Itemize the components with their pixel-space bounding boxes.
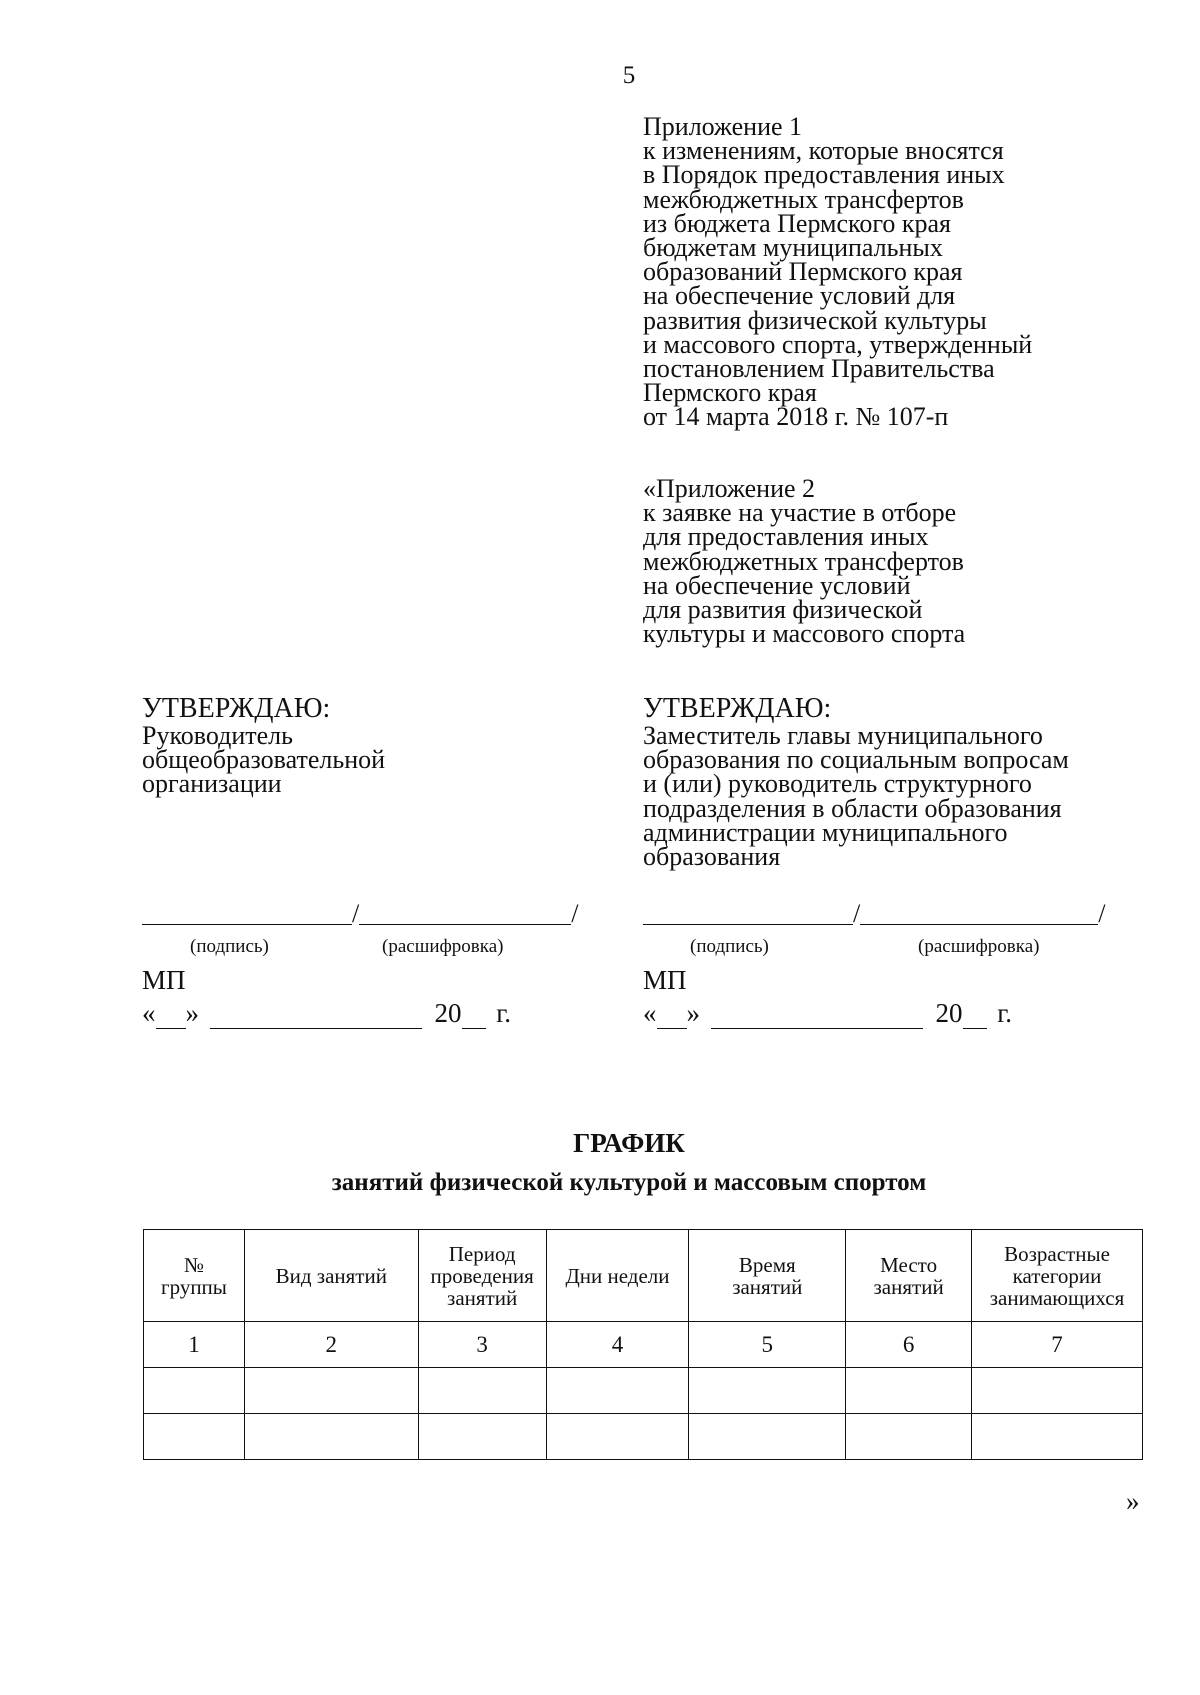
appendix-1-line: на обеспечение условий для [643,281,956,311]
approve-line: образования [643,842,781,872]
appendix-2-line: на обеспечение условий [643,570,911,600]
column-number: 6 [846,1322,972,1368]
appendix-1-line: из бюджета Пермского края [643,208,952,238]
date-open-quote: « [643,998,657,1028]
stamp-label: МП [142,965,186,995]
table-cell[interactable] [689,1414,846,1460]
day-field[interactable] [657,1004,687,1029]
month-field[interactable] [210,1004,422,1029]
appendix-1-line: Приложение 1 [643,112,803,141]
table-cell[interactable] [244,1414,418,1460]
date-open-quote: « [142,998,156,1028]
table-cell[interactable] [546,1368,689,1414]
appendix-1-header [643,112,1033,432]
year-field[interactable] [963,1004,987,1029]
appendix-1-line: бюджетам муниципальных [643,233,943,263]
table-header-row [144,1230,1143,1322]
table-cell[interactable] [418,1368,546,1414]
date-close-quote: » [686,998,700,1028]
appendix-2-line: межбюджетных трансфертов [643,546,964,576]
column-number: 4 [546,1322,689,1368]
table-cell[interactable] [546,1414,689,1460]
appendix-1-line: постановлением Правительства [643,354,995,384]
stamp-label: МП [643,965,687,995]
column-number: 7 [972,1322,1143,1368]
appendix-1-line: образований Пермского края [643,257,963,287]
year-suffix: г. [496,998,512,1028]
table-cell[interactable] [689,1368,846,1414]
date-row-left [142,998,511,1029]
signature-row-right [643,895,1106,928]
column-number-row [144,1322,1143,1368]
approve-heading: УТВЕРЖДАЮ: [643,693,832,724]
month-field[interactable] [711,1004,923,1029]
appendix-1-line: межбюджетных трансфертов [643,184,964,214]
column-number: 5 [689,1322,846,1368]
header-weekdays: Дни недели [546,1230,689,1322]
approve-line: и (или) руководитель структурного [643,769,1032,799]
signature-line[interactable] [643,902,853,925]
approve-block-left [142,695,385,797]
table-cell[interactable] [972,1414,1143,1460]
appendix-2-line: к заявке на участие в отборе [643,498,957,528]
table-cell[interactable] [244,1368,418,1414]
approve-line: администрации муниципального [643,817,1008,847]
appendix-1-line: к изменениям, которые вносятся [643,136,1004,166]
approve-line: подразделения в области образования [643,793,1062,823]
table-cell[interactable] [846,1368,972,1414]
year-prefix: 20 [935,998,963,1028]
table-row [144,1368,1143,1414]
header-activity-type: Вид занятий [244,1230,418,1322]
column-number: 1 [144,1322,245,1368]
table-cell[interactable] [846,1414,972,1460]
appendix-1-line: и массового спорта, утвержденный [643,329,1033,359]
schedule-table [143,1229,1143,1460]
table-cell[interactable] [144,1414,245,1460]
signature-caption: (подпись) [690,936,769,957]
closing-quote: » [1126,1486,1140,1516]
header-age-categories: Возрастные категории занимающихся [972,1230,1143,1322]
header-group-number: № группы [144,1230,245,1322]
page-number: 5 [622,62,636,89]
year-field[interactable] [462,1004,486,1029]
approve-line: Руководитель [142,721,293,750]
approve-line: общеобразовательной [142,745,386,775]
approve-line: организации [142,769,282,799]
signature-row-left [142,895,579,928]
table-cell[interactable] [972,1368,1143,1414]
decoding-caption: (расшифровка) [918,936,1040,957]
approve-line: Заместитель главы муниципального [643,721,1043,750]
decoding-line[interactable] [359,902,571,925]
appendix-1-line: в Порядок предоставления иных [643,160,1005,190]
appendix-1-line: от 14 марта 2018 г. № 107-п [643,402,949,432]
table-cell[interactable] [144,1368,245,1414]
slash: / [1098,899,1106,928]
year-prefix: 20 [434,998,462,1028]
approve-heading: УТВЕРЖДАЮ: [142,693,331,724]
appendix-2-line: культуры и массового спорта [643,619,966,649]
decoding-line[interactable] [860,902,1098,925]
slash: / [853,899,861,928]
slash: / [571,899,579,928]
schedule-subtitle: занятий физической культурой и массовым спортом [331,1169,927,1196]
signature-line[interactable] [142,902,352,925]
column-number: 2 [244,1322,418,1368]
appendix-2-line: для развития физической [643,595,923,625]
approve-line: образования по социальным вопросам [643,745,1069,775]
header-time: Время занятий [689,1230,846,1322]
table-cell[interactable] [418,1414,546,1460]
slash: / [352,899,360,928]
day-field[interactable] [156,1004,186,1029]
year-suffix: г. [997,998,1013,1028]
decoding-caption: (расшифровка) [382,936,504,957]
appendix-1-line: развития физической культуры [643,305,987,335]
date-row-right [643,998,1012,1029]
header-period: Период проведения занятий [418,1230,546,1322]
table-row [144,1414,1143,1460]
appendix-2-header [643,474,966,649]
appendix-2-line: «Приложение 2 [643,474,816,503]
header-place: Место занятий [846,1230,972,1322]
appendix-1-line: Пермского края [643,378,817,408]
signature-caption: (подпись) [190,936,269,957]
schedule-title: ГРАФИК [573,1128,685,1158]
appendix-2-line: для предоставления иных [643,522,929,552]
date-close-quote: » [185,998,199,1028]
approve-block-right [643,693,1069,872]
column-number: 3 [418,1322,546,1368]
